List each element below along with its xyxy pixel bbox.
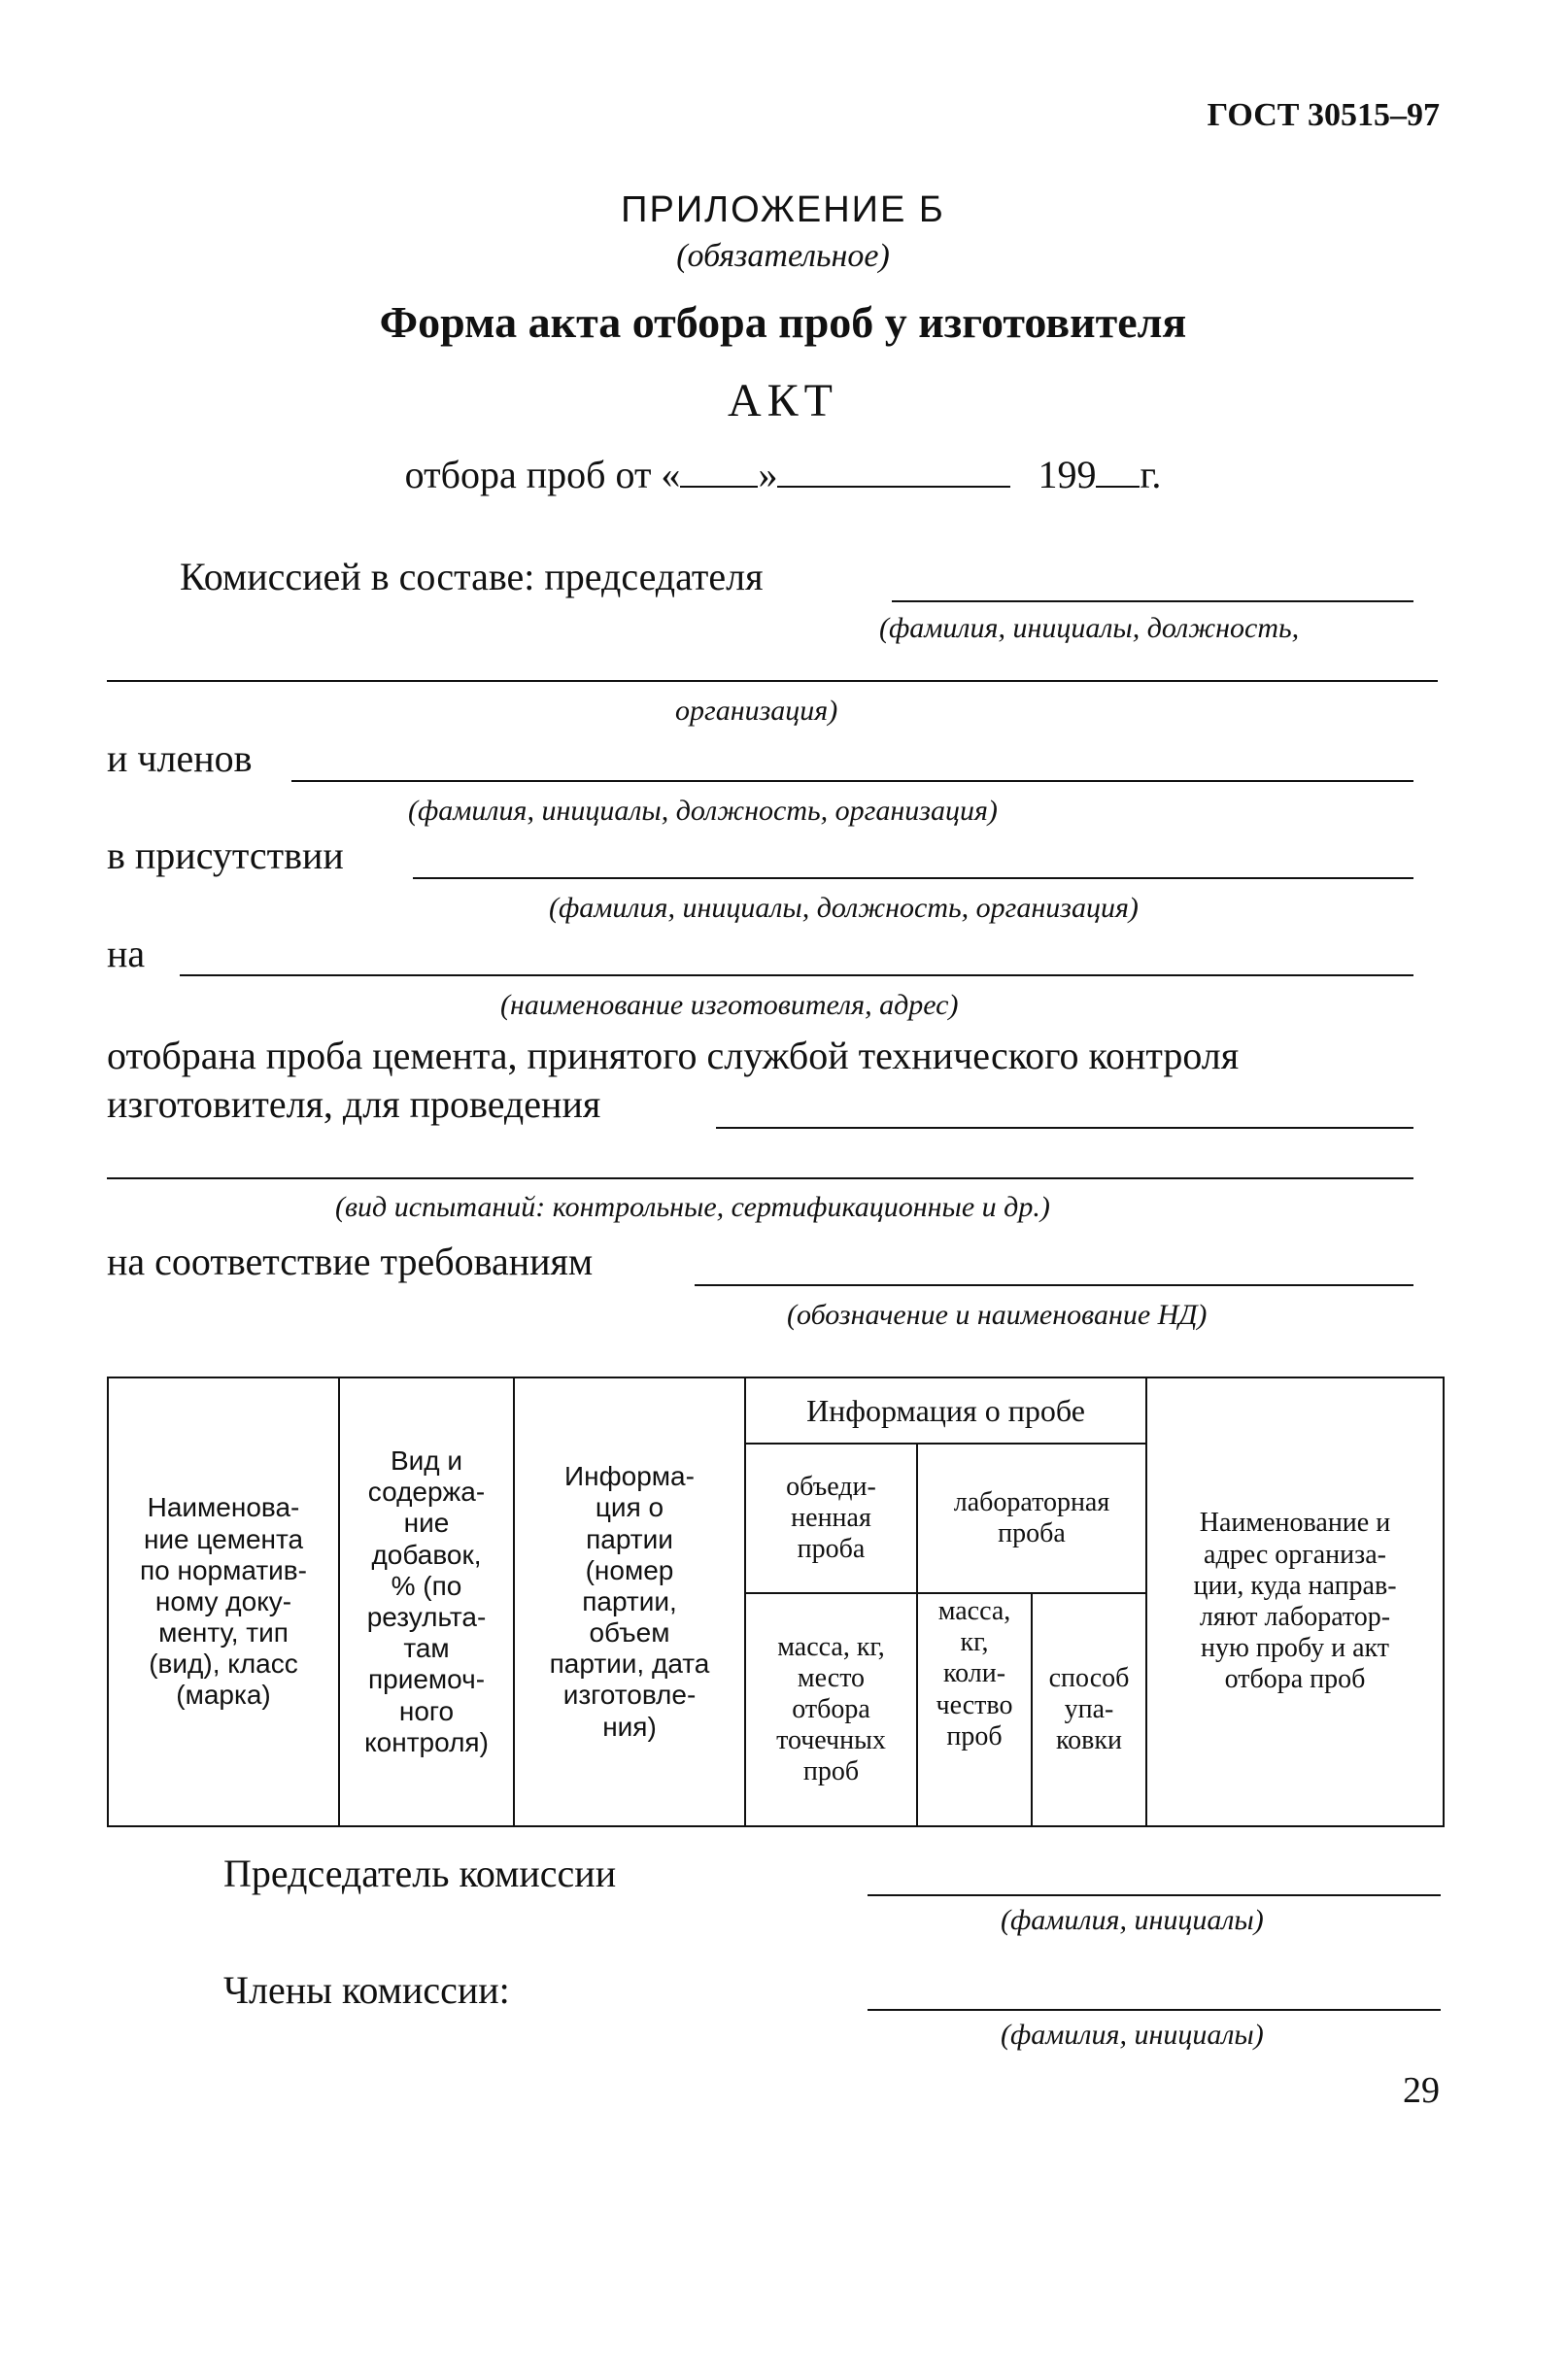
page-number: 29 [1403, 2070, 1440, 2111]
presence-label: в присутствии [107, 833, 344, 877]
members-field[interactable] [291, 780, 1413, 782]
appendix-note: (обязательное) [676, 238, 890, 274]
combined-sample-header: объеди- ненная проба [745, 1444, 917, 1593]
sampling-text-line2: изготовителя, для проведения [107, 1082, 601, 1126]
test-type-hint: (вид испытаний: контрольные, сертификационные и др.) [335, 1191, 1050, 1223]
packing-method-header: способ упа- ковки [1032, 1593, 1146, 1826]
sample-info-table [107, 1377, 1445, 1827]
test-type-field[interactable] [716, 1127, 1413, 1129]
date-prefix: отбора проб от « [404, 453, 681, 496]
sampling-text-line1: отобрана проба цемента, принятого службой технического контроля [107, 1034, 1240, 1077]
members-signature-hint: (фамилия, инициалы) [1001, 2019, 1264, 2051]
chairman-field-continued[interactable] [107, 680, 1438, 682]
presence-hint: (фамилия, инициалы, должность, организация) [549, 892, 1139, 924]
year-prefix: 199 [1038, 453, 1097, 496]
compliance-field[interactable] [695, 1284, 1413, 1286]
presence-field[interactable] [413, 877, 1413, 879]
members-label: и членов [107, 736, 253, 780]
destination-org-header: Наименование и адрес организа- ции, куда направ- ляют лаборатор- ную пробу и акт отбора проб [1146, 1377, 1444, 1826]
date-quote-close: » [758, 453, 778, 496]
location-hint: (наименование изготовителя, адрес) [500, 989, 959, 1021]
day-blank[interactable] [680, 486, 758, 488]
additives-header: Вид и содержа- ние добавок, % (по результа- там приемоч- ного контроля) [339, 1377, 514, 1826]
chairman-signature-field[interactable] [868, 1894, 1441, 1896]
commission-label: Комиссией в составе: председателя [180, 555, 764, 598]
combined-mass-place-header: масса, кг, место отбора точечных проб [745, 1593, 917, 1826]
date-line [0, 452, 1566, 497]
compliance-hint: (обозначение и наименование НД) [787, 1299, 1208, 1331]
chairman-hint-1: (фамилия, инициалы, должность, [879, 612, 1300, 644]
chairman-hint-2: организация) [675, 695, 838, 727]
test-type-field-continued[interactable] [107, 1177, 1413, 1179]
location-field[interactable] [180, 974, 1413, 976]
year-suffix: г. [1140, 453, 1162, 496]
act-title: АКТ [728, 375, 838, 426]
location-label: на [107, 932, 146, 975]
members-hint: (фамилия, инициалы, должность, организация) [408, 795, 998, 827]
members-signature-label: Члены комиссии: [223, 1968, 510, 2012]
laboratory-sample-header: лабораторная проба [917, 1444, 1146, 1593]
chairman-signature-hint: (фамилия, инициалы) [1001, 1904, 1264, 1936]
lab-mass-count-header: масса, кг, коли- чество проб [917, 1593, 1032, 1826]
compliance-label: на соответствие требованиям [107, 1240, 594, 1283]
form-title: Форма акта отбора проб у изготовителя [379, 297, 1187, 347]
chairman-field[interactable] [892, 600, 1413, 602]
members-signature-field[interactable] [868, 2009, 1441, 2011]
sample-info-group-header: Информация о пробе [745, 1377, 1146, 1444]
appendix-title: ПРИЛОЖЕНИЕ Б [621, 189, 945, 230]
batch-info-header: Информа- ция о партии (номер партии, объем партии, дата изготовле- ния) [514, 1377, 745, 1826]
cement-name-header: Наименова- ние цемента по норматив- ному доку- менту, тип (вид), класс (марка) [108, 1377, 339, 1826]
month-blank[interactable] [777, 486, 1010, 488]
year-blank[interactable] [1096, 486, 1140, 488]
chairman-signature-label: Председатель комиссии [223, 1852, 617, 1895]
document-code: ГОСТ 30515–97 [1207, 97, 1440, 133]
